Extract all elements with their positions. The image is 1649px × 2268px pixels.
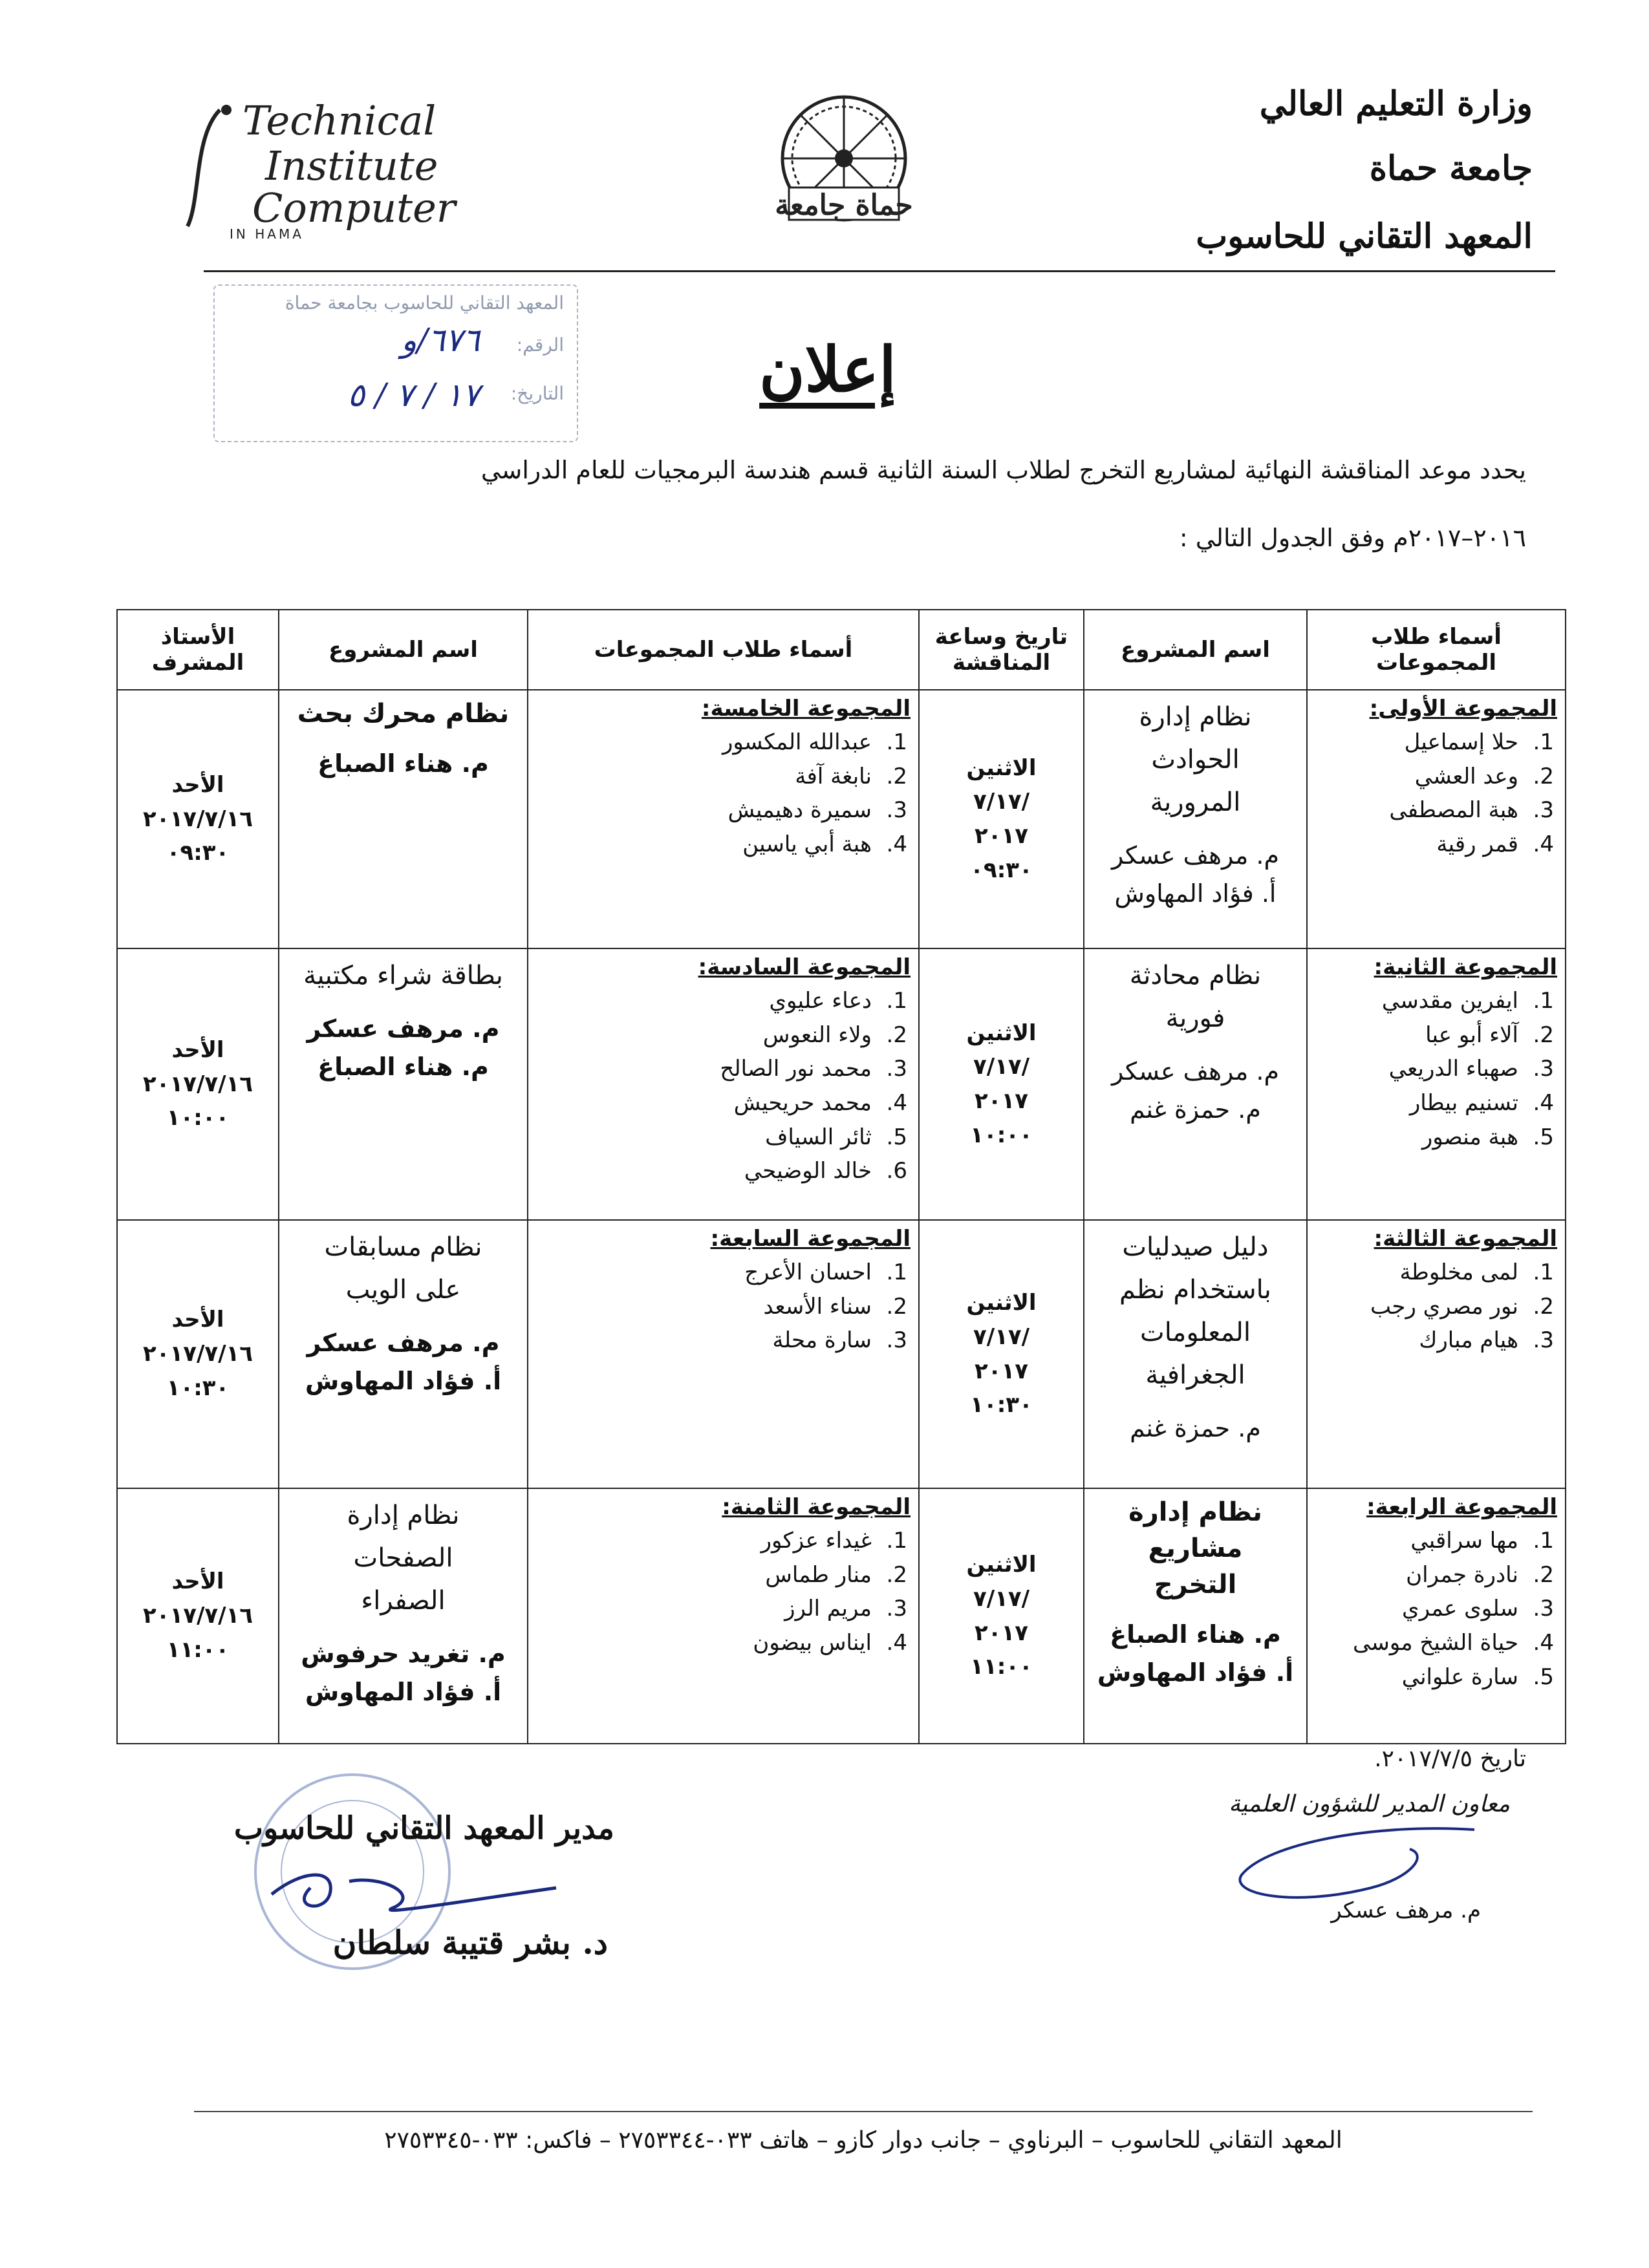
- project-cell: [1084, 1488, 1307, 1744]
- student-name: مها سراقبي: [1410, 1528, 1518, 1554]
- student-name: قمر رقية: [1436, 831, 1518, 858]
- date-cell: [919, 690, 1084, 948]
- project-name-line: دليل صيدليات: [1122, 1232, 1269, 1262]
- group-cell: [1307, 1220, 1566, 1488]
- date-part: الأحد: [171, 771, 224, 798]
- student-list: [536, 984, 911, 1188]
- date-part: الأحد: [171, 1307, 224, 1333]
- supervisor-name: أ. فؤاد المهاوش: [1114, 879, 1277, 908]
- table-row: [117, 1488, 1566, 1744]
- project-cell: [1084, 948, 1307, 1220]
- supervisor-name: م. حمزة غنم: [1130, 1414, 1261, 1442]
- student-name: حلا إسماعيل: [1404, 729, 1518, 755]
- issue-date: تاريخ ٢٠١٧/٧/٥.: [1374, 1746, 1526, 1772]
- student-name: سارة محلة: [772, 1327, 872, 1354]
- student-name: سلوى عمري: [1401, 1596, 1518, 1622]
- project-name-line: فورية: [1165, 1003, 1225, 1033]
- date-part: ١٠:٣٠: [970, 1392, 1033, 1418]
- student-name: سميرة دهيميش: [727, 797, 872, 824]
- group-title: المجموعة الأولى:: [1369, 696, 1557, 722]
- student-name: خالد الوضيحي: [744, 1158, 872, 1184]
- student-name: نادرة جمران: [1406, 1561, 1518, 1588]
- student-name: سارة علواني: [1401, 1664, 1518, 1690]
- student-name: صهباء الدريعي: [1388, 1056, 1518, 1082]
- project-cell: [279, 948, 528, 1220]
- supervisor-name: م. مرهف عسكر: [1112, 1057, 1279, 1086]
- student-name: دعاء عليوي: [769, 988, 872, 1014]
- stamp-number: ٦٧٦/و: [401, 321, 480, 359]
- date-part: ٠٩:٣٠: [166, 840, 230, 866]
- date-part: الأحد: [171, 1568, 224, 1595]
- project-cell: [279, 690, 528, 948]
- student-name: هبة منصور: [1421, 1124, 1518, 1150]
- date-cell: [117, 690, 279, 948]
- student-name: ايفرين مقدسي: [1381, 988, 1518, 1014]
- group-cell: [528, 1220, 919, 1488]
- group-title: المجموعة الرابعة:: [1366, 1494, 1557, 1520]
- project-name-line: على الويب: [345, 1275, 461, 1305]
- schedule-table: [116, 609, 1566, 1744]
- university-logo: [763, 91, 925, 252]
- project-name-line: الصفحات: [353, 1543, 453, 1573]
- date-part: ١١:٠٠: [166, 1636, 230, 1663]
- project-cell: [279, 1220, 528, 1488]
- date-part: /٧/١٧: [973, 1323, 1030, 1350]
- date-part: ٠٩:٣٠: [970, 857, 1033, 883]
- project-cell: [1084, 1220, 1307, 1488]
- header-rule: [204, 270, 1555, 272]
- student-name: احسان الأعرج: [744, 1259, 872, 1285]
- group-cell: [1307, 948, 1566, 1220]
- col-header: أسماء طلاب المجموعات: [528, 610, 919, 690]
- date-part: ١١:٠٠: [970, 1654, 1033, 1680]
- date-part: الاثنين: [966, 1552, 1037, 1578]
- date-part: ١٠:٠٠: [166, 1105, 230, 1131]
- student-name: ثائر السياف: [765, 1124, 872, 1150]
- date-part: ٢٠١٧/٧/١٦: [142, 806, 253, 832]
- table-header-row: [117, 610, 1566, 690]
- student-list: [1315, 725, 1557, 862]
- date-part: /٧/١٧: [973, 789, 1030, 815]
- date-part: ٢٠١٧: [974, 1620, 1028, 1646]
- logo-center-text: حماة جامعة: [775, 189, 913, 222]
- date-part: الاثنين: [966, 1020, 1037, 1046]
- vice-director-name: م. مرهف عسكر: [1331, 1898, 1481, 1923]
- student-name: تسنيم بيطار: [1409, 1090, 1518, 1117]
- page-title: إعلان: [759, 333, 896, 406]
- supervisor-name: أ. فؤاد المهاوش: [1097, 1658, 1294, 1687]
- project-name-line: نظام محرك بحث: [297, 699, 510, 729]
- supervisor-name: م. تغريد حرفوش: [301, 1640, 506, 1668]
- director-signature: [252, 1856, 563, 1933]
- project-name-line: نظام مسابقات: [324, 1232, 482, 1262]
- student-name: ولاء النعوس: [762, 1022, 872, 1048]
- date-part: ٢٠١٧/٧/١٦: [142, 1603, 253, 1629]
- registry-stamp: المعهد التقاني للحاسوب بجامعة حماة الرقم: التاريخ: ٦٧٦/و ١٧ / ٧ / ٥: [213, 284, 578, 442]
- project-name-line: الحوادث: [1151, 745, 1240, 775]
- project-name-line: الصفراء: [361, 1586, 446, 1616]
- col-header: اسم المشروع: [279, 610, 528, 690]
- project-name-line: المعلومات: [1140, 1318, 1251, 1347]
- student-list: [1315, 984, 1557, 1154]
- student-name: مريم الرز: [784, 1596, 872, 1622]
- institute-name: المعهد التقاني للحاسوب: [1196, 217, 1533, 256]
- date-cell: [117, 948, 279, 1220]
- project-name-line: باستخدام نظم: [1119, 1275, 1271, 1305]
- supervisor-name: م. هناء الصباغ: [318, 749, 489, 778]
- student-name: وعد العشي: [1414, 763, 1518, 789]
- student-name: هبة أبي ياسين: [742, 831, 872, 858]
- supervisor-name: م. مرهف عسكر: [307, 1014, 500, 1043]
- date-part: /٧/١٧: [973, 1054, 1030, 1080]
- project-name-line: التخرج: [1154, 1570, 1237, 1599]
- ministry-name: وزارة التعليم العالي: [1259, 84, 1533, 123]
- footer-address: المعهد التقاني للحاسوب – البرناوي – جانب دوار كازو – هاتف ٠٣٣-٢٧٥٣٣٤٤ – فاكس: ٠٣٣-٢٧٥٣٣٤٥: [384, 2127, 1342, 2154]
- date-part: الاثنين: [966, 1290, 1037, 1316]
- supervisor-name: أ. فؤاد المهاوش: [305, 1366, 502, 1395]
- group-title: المجموعة السابعة:: [710, 1226, 911, 1252]
- group-cell: [528, 948, 919, 1220]
- date-part: ١٠:٣٠: [166, 1375, 230, 1401]
- group-title: المجموعة السادسة:: [698, 954, 911, 980]
- date-part: /٧/١٧: [973, 1585, 1030, 1612]
- student-name: حياة الشيخ موسى: [1352, 1630, 1518, 1656]
- supervisor-name: م. هناء الصباغ: [318, 1052, 489, 1081]
- student-name: هيام مبارك: [1419, 1327, 1518, 1354]
- waterwheel-icon: [763, 91, 925, 252]
- supervisor-name: م. مرهف عسكر: [307, 1329, 500, 1357]
- group-cell: [1307, 690, 1566, 948]
- date-part: ٢٠١٧/٧/١٦: [142, 1071, 253, 1097]
- footer-rule: [194, 2111, 1533, 2112]
- group-title: المجموعة الثانية:: [1374, 954, 1557, 980]
- student-name: هبة المصطفى: [1389, 797, 1518, 824]
- supervisor-name: م. مرهف عسكر: [1112, 841, 1279, 870]
- group-cell: [528, 690, 919, 948]
- stamp-date: ١٧ / ٧ / ٥: [347, 376, 480, 414]
- date-cell: [117, 1488, 279, 1744]
- date-part: ٢٠١٧: [974, 1358, 1028, 1384]
- director-name: د. بشر قتيبة سلطان: [332, 1923, 608, 1962]
- project-name-line: نظام إدارة مشاريع: [1128, 1497, 1262, 1563]
- date-cell: [919, 948, 1084, 1220]
- university-name: جامعة حماة: [1369, 149, 1533, 188]
- student-list: [1315, 1524, 1557, 1694]
- group-title: المجموعة الثامنة:: [722, 1494, 911, 1520]
- institute-logo: Technical Institute Computer IN HAMA: [181, 97, 485, 239]
- supervisor-name: م. حمزة غنم: [1130, 1095, 1261, 1124]
- student-list: [536, 725, 911, 862]
- student-name: محمد حريحيش: [733, 1090, 872, 1117]
- date-part: ٢٠١٧: [974, 823, 1028, 849]
- date-cell: [117, 1220, 279, 1488]
- col-header: اسم المشروع: [1084, 610, 1307, 690]
- project-name-line: نظام محادثة: [1129, 961, 1262, 990]
- student-name: محمد نور الصالح: [720, 1056, 872, 1082]
- vice-director-role: معاون المدير للشؤون العلمية: [1229, 1791, 1510, 1817]
- supervisor-name: أ. فؤاد المهاوش: [305, 1677, 502, 1706]
- project-name-line: المرورية: [1150, 787, 1241, 817]
- project-name-line: الجغرافية: [1145, 1360, 1245, 1390]
- table-row: [117, 1220, 1566, 1488]
- table-row: [117, 690, 1566, 948]
- project-name-line: نظام إدارة: [1139, 702, 1252, 732]
- date-part: ٢٠١٧/٧/١٦: [142, 1341, 253, 1367]
- table-row: [117, 948, 1566, 1220]
- col-header: الأستاذ المشرف: [117, 610, 279, 690]
- student-name: لمى مخلوطة: [1399, 1259, 1518, 1285]
- date-part: الأحد: [171, 1036, 224, 1063]
- date-part: ١٠:٠٠: [970, 1122, 1033, 1148]
- col-header: تاريخ وساعة المناقشة: [919, 610, 1084, 690]
- student-list: [1315, 1256, 1557, 1358]
- group-cell: [1307, 1488, 1566, 1744]
- date-cell: [919, 1220, 1084, 1488]
- date-cell: [919, 1488, 1084, 1744]
- student-name: غيداء عزكور: [760, 1528, 872, 1554]
- date-part: ٢٠١٧: [974, 1088, 1028, 1114]
- project-name-line: بطاقة شراء مكتبية: [303, 961, 503, 990]
- group-title: المجموعة الثالثة:: [1374, 1226, 1557, 1252]
- student-name: نور مصري رجب: [1370, 1293, 1518, 1320]
- project-cell: [279, 1488, 528, 1744]
- director-role: مدير المعهد التقاني للحاسوب: [233, 1810, 614, 1846]
- student-name: آلاء أبو عبا: [1425, 1022, 1518, 1048]
- student-list: [536, 1524, 911, 1660]
- project-name-line: نظام إدارة: [347, 1501, 460, 1530]
- group-cell: [528, 1488, 919, 1744]
- intro-line-1: يحدد موعد المناقشة النهائية لمشاريع التخرج لطلاب السنة الثانية قسم هندسة البرمجيات للعام الدراسي: [480, 456, 1526, 484]
- student-name: منار طماس: [765, 1561, 872, 1588]
- student-name: سناء الأسعد: [763, 1293, 872, 1320]
- date-part: الاثنين: [966, 754, 1037, 781]
- student-name: عبدالله المكسور: [722, 729, 872, 755]
- student-name: نابغة آفة: [795, 763, 872, 789]
- student-name: ايناس بيضون: [753, 1630, 872, 1656]
- supervisor-name: م. هناء الصباغ: [1110, 1620, 1281, 1649]
- student-list: [536, 1256, 911, 1358]
- intro-line-2: ٢٠١٦–٢٠١٧م وفق الجدول التالي :: [1179, 524, 1526, 552]
- col-header: أسماء طلاب المجموعات: [1307, 610, 1566, 690]
- project-cell: [1084, 690, 1307, 948]
- group-title: المجموعة الخامسة:: [701, 696, 911, 722]
